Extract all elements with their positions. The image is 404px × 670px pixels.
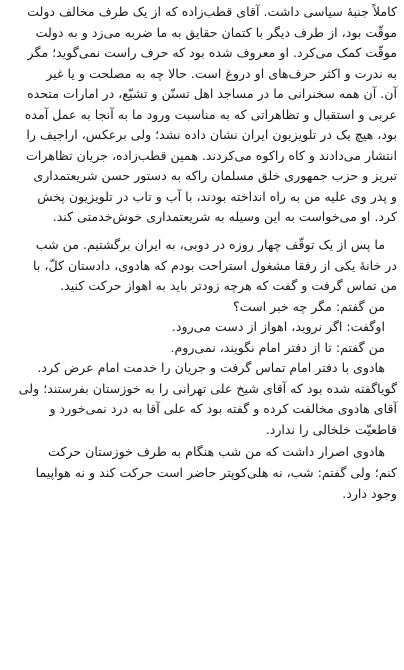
text-line: ما پس از یک توقّف چهار روزه در دوبی، به ایران برگشتیم. من شب bbox=[35, 237, 385, 253]
paragraph-1 bbox=[5, 2, 397, 228]
text-line: انتشار می‌دادند و کاه راکوه می‌کردند. همین قطب‌زاده، جریان تظاهرات bbox=[26, 147, 397, 163]
dialogue-line: من گفتم: مگر چه خبر است؟ bbox=[233, 298, 385, 314]
text-line: قاطعیّت خلخالی را ندارد. bbox=[265, 421, 397, 437]
text-line: گویاگفته شده بود که آقای شیخ علی تهرانی را به خوزستان بفرستند؛ ولی bbox=[18, 380, 397, 396]
text-line: به ندرت و اکثر حرف‌های او دروغ است. حالا چه به مصلحت و یا غیر bbox=[46, 65, 397, 81]
text-line: آن. آن همه سخنرانی ما در مساجد اهل تسنّن و تشیّع، در امارات متحده bbox=[27, 86, 397, 102]
paragraph-3-cont bbox=[5, 379, 397, 441]
text-line: تبریز و حزب جمهوری خلق مسلمان راکه به دستور حسن شریعتمداری bbox=[33, 168, 397, 184]
text-line: بود، هیچ یک در تلویزیون ایران نشان داده نشد؛ ولی برعکس، اراجیف را bbox=[26, 127, 397, 143]
dialogue-line: من گفتم: تا از دفتر امام نگویند، نمی‌روم. bbox=[170, 339, 385, 355]
text-line: هادوی اصرار داشت که من شب هنگام به طرف خوزستان حرکت bbox=[47, 444, 385, 460]
dialogue-line: اوگفت: اگر نروید، اهواز از دست می‌رود. bbox=[171, 319, 385, 335]
paragraph-gap bbox=[5, 228, 397, 235]
dialogue bbox=[5, 297, 397, 359]
text-line: موقّت بود، از طرف دیگر با کتمان حقایق به ما ضربه می‌زد و به دولت bbox=[35, 24, 397, 40]
paragraph-2 bbox=[5, 235, 397, 256]
text-line: من تماس گرفت و گفت که هرچه زودتر باید به اهواز حرکت کنید. bbox=[60, 278, 397, 294]
text-line: کنم؛ ولی گفتم: شب، نه هلی‌کوپتر حاضر است حرکت کند و نه هواپیما bbox=[35, 465, 397, 481]
text-line: و پدر وی علیه من به راه انداخته بودند، با آب و تاب در تلویزیون پخش bbox=[37, 188, 397, 204]
text-line: کرد. او می‌خواست به این وسیله به شریعتمداری خوش‌خدمتی کند. bbox=[52, 209, 397, 225]
paragraph-4-cont bbox=[5, 463, 397, 504]
text-line: هادوی با دفتر امام تماس گرفت و جریان را خدمت امام عرض کرد. bbox=[37, 360, 385, 376]
paragraph-2-cont bbox=[5, 256, 397, 297]
text-line: وجود دارد. bbox=[342, 485, 397, 501]
text-line: موقّت کمک می‌کرد. او معروف شده بود که حرف راست نمی‌گوید؛ مگر bbox=[27, 45, 397, 61]
paragraph-4 bbox=[5, 442, 397, 463]
text-line: کاملاً جنبۀ سیاسی داشت. آقای قطب‌زاده که از یک طرف مخالف دولت bbox=[27, 4, 397, 19]
text-line: در خانۀ یکی از رفقا مشغول استراحت بودم که هادوی، دادستان کلّ، با bbox=[33, 257, 397, 273]
text-line: عربی و استقبال و تظاهراتی که به مناسبت ورود ما به آنجا به عمل آمده bbox=[24, 106, 397, 122]
paragraph-3 bbox=[5, 358, 397, 379]
text-line: آقای هادوی مخالفت کرده و گفته بود که علی آقا به درد نمی‌خورد و bbox=[49, 401, 397, 417]
